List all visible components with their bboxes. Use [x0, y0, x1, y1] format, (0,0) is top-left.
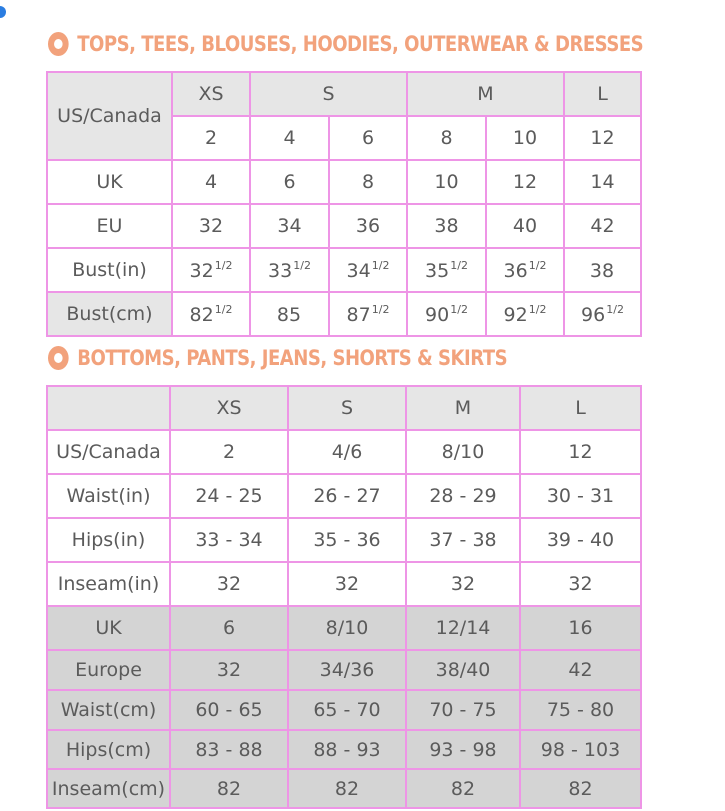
table-row	[47, 160, 641, 204]
size-header-xs: XS	[170, 386, 288, 430]
table-cell: 32	[170, 562, 288, 606]
table-row	[47, 474, 641, 518]
table-cell: 85	[250, 292, 329, 336]
table-cell: 8/10	[406, 430, 520, 474]
table-cell: 2	[170, 430, 288, 474]
row-label-waist-cm: Waist(cm)	[47, 690, 170, 730]
table-cell: 14	[564, 160, 641, 204]
size-header-m: M	[406, 386, 520, 430]
table-cell: 32	[520, 562, 641, 606]
table-cell: 32	[172, 204, 250, 248]
row-label-hips-cm: Hips(cm)	[47, 730, 170, 769]
table-row	[47, 430, 641, 474]
tops-section-heading	[48, 32, 643, 56]
table-cell: 35 - 36	[288, 518, 406, 562]
circle-bullet-icon	[48, 346, 69, 370]
size-header-s: S	[250, 72, 407, 116]
table-cell: 16	[520, 606, 641, 650]
table-row	[47, 562, 641, 606]
table-cell: 10	[407, 160, 486, 204]
table-cell: $34^{1/2}$	[329, 248, 407, 292]
tops-size-table	[46, 71, 642, 337]
table-cell: 33 - 34	[170, 518, 288, 562]
table-cell: 10	[486, 116, 564, 160]
row-label-bust-in: Bust(in)	[47, 248, 172, 292]
table-cell: 82	[406, 769, 520, 808]
table-cell: 70 - 75	[406, 690, 520, 730]
table-row	[47, 650, 641, 690]
corner-indicator-dot	[0, 6, 6, 18]
row-label-inseam-cm: Inseam(cm)	[47, 769, 170, 808]
table-cell: $35^{1/2}$	[407, 248, 486, 292]
bottoms-heading-text: BOTTOMS, PANTS, JEANS, SHORTS & SKIRTS	[77, 346, 508, 370]
table-cell: $32^{1/2}$	[172, 248, 250, 292]
table-cell: 75 - 80	[520, 690, 641, 730]
table-cell: 34	[250, 204, 329, 248]
table-cell: 60 - 65	[170, 690, 288, 730]
table-cell: 40	[486, 204, 564, 248]
table-cell: 82	[170, 769, 288, 808]
table-cell: 8/10	[288, 606, 406, 650]
table-cell: 38/40	[406, 650, 520, 690]
table-row	[47, 292, 641, 336]
table-cell: 28 - 29	[406, 474, 520, 518]
table-cell: 30 - 31	[520, 474, 641, 518]
table-cell: 32	[170, 650, 288, 690]
row-label-europe: Europe	[47, 650, 170, 690]
table-cell: 39 - 40	[520, 518, 641, 562]
table-row	[47, 769, 641, 808]
table-header-row	[47, 386, 641, 430]
table-cell: 83 - 88	[170, 730, 288, 769]
table-cell: $36^{1/2}$	[486, 248, 564, 292]
row-label-waist-in: Waist(in)	[47, 474, 170, 518]
table-cell: 37 - 38	[406, 518, 520, 562]
table-cell: 4	[172, 160, 250, 204]
corner-cell	[47, 386, 170, 430]
table-cell: 4	[250, 116, 329, 160]
table-cell: 6	[170, 606, 288, 650]
row-label-us-canada: US/Canada	[47, 72, 172, 160]
table-cell: 38	[407, 204, 486, 248]
table-cell: $92^{1/2}$	[486, 292, 564, 336]
row-label-uk: UK	[47, 606, 170, 650]
table-cell: 36	[329, 204, 407, 248]
table-cell: 98 - 103	[520, 730, 641, 769]
table-cell: 24 - 25	[170, 474, 288, 518]
table-cell: 93 - 98	[406, 730, 520, 769]
table-cell: $87^{1/2}$	[329, 292, 407, 336]
bottoms-size-table	[46, 385, 642, 809]
table-cell: 88 - 93	[288, 730, 406, 769]
table-row	[47, 606, 641, 650]
table-cell: $82^{1/2}$	[172, 292, 250, 336]
row-label-eu: EU	[47, 204, 172, 248]
table-row	[47, 730, 641, 769]
table-row	[47, 248, 641, 292]
table-cell: 32	[406, 562, 520, 606]
table-cell: 38	[564, 248, 641, 292]
size-header-m: M	[407, 72, 564, 116]
table-cell: 42	[564, 204, 641, 248]
size-header-l: L	[520, 386, 641, 430]
table-row	[47, 690, 641, 730]
table-cell: 82	[520, 769, 641, 808]
table-cell: $96^{1/2}$	[564, 292, 641, 336]
tops-heading-text: TOPS, TEES, BLOUSES, HOODIES, OUTERWEAR & DRESSES	[77, 32, 644, 56]
row-label-uk: UK	[47, 160, 172, 204]
table-cell: 26 - 27	[288, 474, 406, 518]
table-cell: 2	[172, 116, 250, 160]
row-label-hips-in: Hips(in)	[47, 518, 170, 562]
size-header-xs: XS	[172, 72, 250, 116]
size-header-l: L	[564, 72, 641, 116]
table-cell: 82	[288, 769, 406, 808]
row-label-us-canada: US/Canada	[47, 430, 170, 474]
table-cell: 6	[329, 116, 407, 160]
bottoms-section-heading	[48, 346, 507, 370]
size-header-s: S	[288, 386, 406, 430]
table-cell: 12	[486, 160, 564, 204]
row-label-bust-cm: Bust(cm)	[47, 292, 172, 336]
circle-bullet-icon	[48, 32, 69, 56]
table-cell: 34/36	[288, 650, 406, 690]
table-row	[47, 518, 641, 562]
table-cell: 4/6	[288, 430, 406, 474]
table-cell: 42	[520, 650, 641, 690]
table-cell: 8	[329, 160, 407, 204]
table-cell: $33^{1/2}$	[250, 248, 329, 292]
table-cell: 65 - 70	[288, 690, 406, 730]
table-cell: 12	[564, 116, 641, 160]
table-cell: 6	[250, 160, 329, 204]
table-cell: 32	[288, 562, 406, 606]
table-cell: $90^{1/2}$	[407, 292, 486, 336]
table-cell: 12	[520, 430, 641, 474]
row-label-inseam-in: Inseam(in)	[47, 562, 170, 606]
table-cell: 12/14	[406, 606, 520, 650]
table-cell: 8	[407, 116, 486, 160]
table-row	[47, 204, 641, 248]
